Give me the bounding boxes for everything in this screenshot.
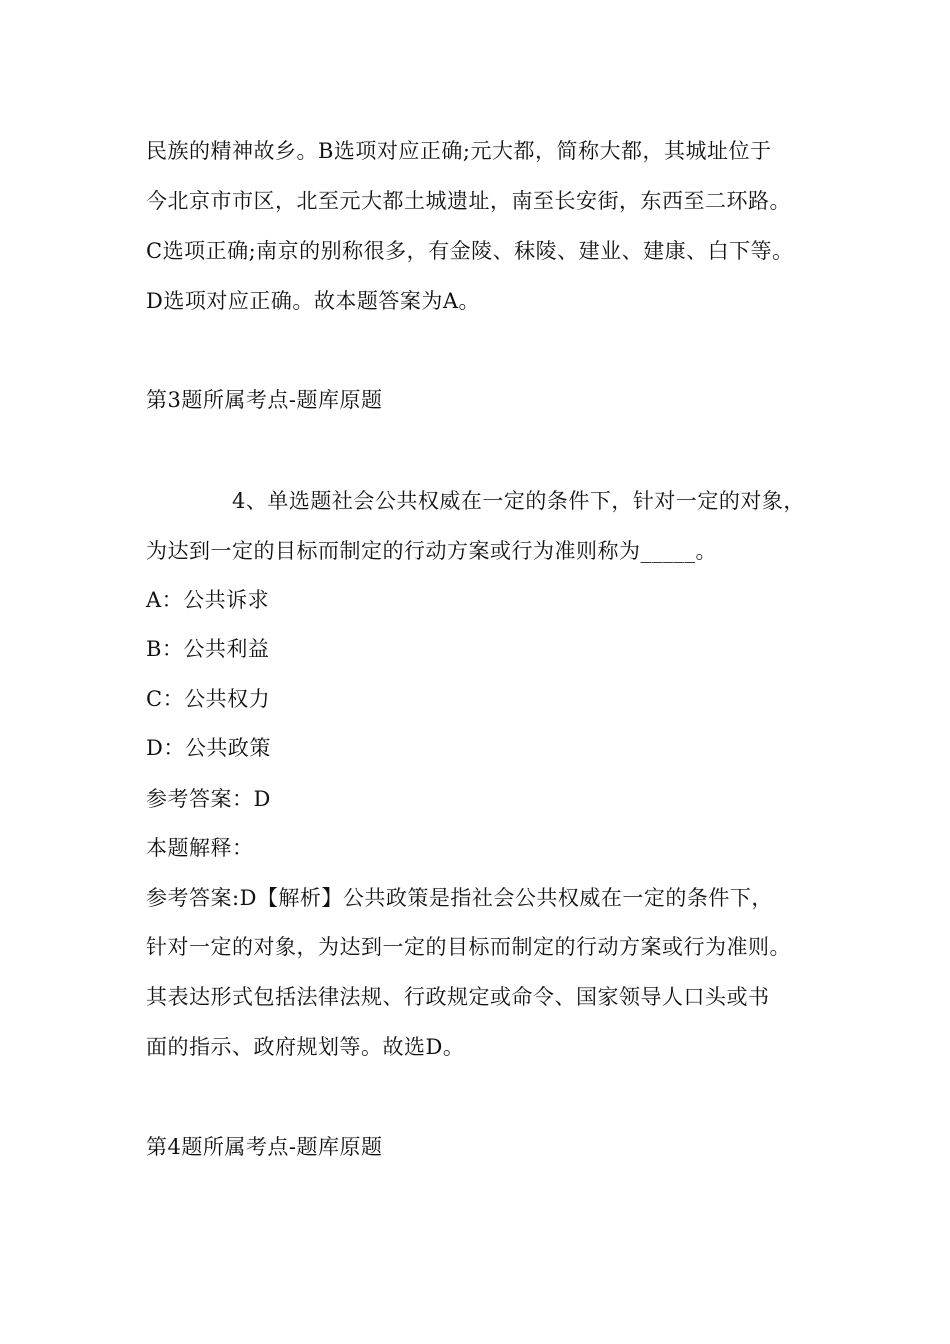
prev-explanation-line-1: 民族的精神故乡。B选项对应正确;元大都，简称大都，其城址位于 [146,139,772,163]
q4-option-a: A：公共诉求 [146,588,270,612]
q4-explanation-label: 本题解释： [146,836,254,860]
q4-explanation-line-4: 面的指示、政府规划等。故选D。 [146,1035,465,1059]
q3-topic-tag: 第3题所属考点-题库原题 [146,388,383,412]
q4-topic-tag: 第4题所属考点-题库原题 [146,1135,383,1159]
q4-reference-answer: 参考答案：D [146,787,271,811]
prev-explanation-line-4: D选项对应正确。故本题答案为A。 [146,289,481,313]
prev-explanation-line-2: 今北京市市区，北至元大都土城遗址，南至长安街，东西至二环路。 [146,189,791,213]
q4-option-c: C：公共权力 [146,687,271,711]
q4-option-b: B：公共利益 [146,637,270,661]
q4-stem-line-2: 为达到一定的目标而制定的行动方案或行为准则称为_____。 [146,539,717,563]
q4-option-d: D：公共政策 [146,736,271,760]
q4-stem-line-1: 4、单选题社会公共权威在一定的条件下，针对一定的对象， [232,489,805,513]
q4-explanation-line-3: 其表达形式包括法律法规、行政规定或命令、国家领导人口头或书 [146,985,770,1009]
q4-explanation-line-1: 参考答案:D【解析】公共政策是指社会公共权威在一定的条件下， [146,886,773,910]
q4-explanation-line-2: 针对一定的对象，为达到一定的目标而制定的行动方案或行为准则。 [146,935,791,959]
prev-explanation-line-3: C选项正确;南京的别称很多，有金陵、秣陵、建业、建康、白下等。 [146,239,794,263]
